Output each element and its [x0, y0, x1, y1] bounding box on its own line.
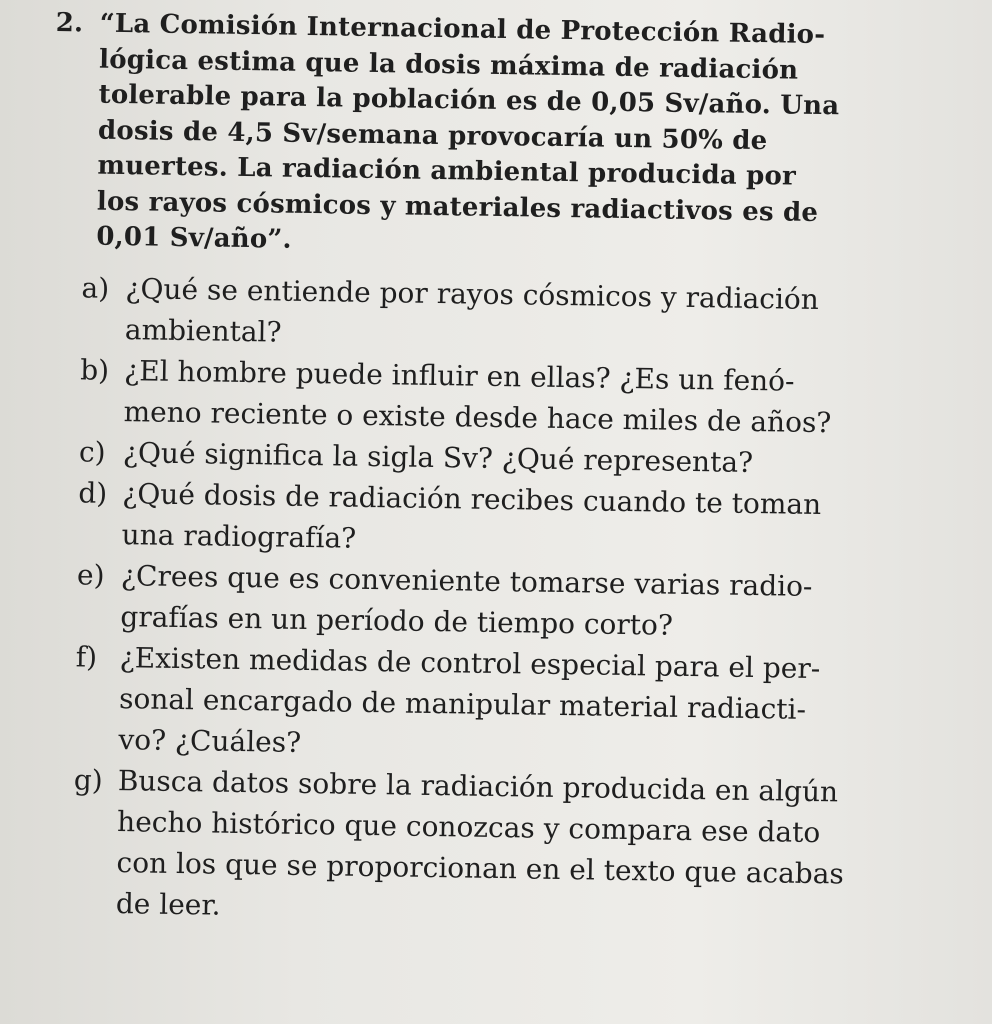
question-a	[51, 266, 952, 362]
question-line: ¿Qué dosis de radiación recibes cuando te toman	[122, 476, 822, 521]
question-line: ¿Qué significa la sigla Sv? ¿Qué representa?	[122, 435, 754, 479]
question-g	[42, 758, 944, 936]
question-line: meno reciente o existe desde hace miles de años?	[123, 394, 832, 439]
question-line: ¿Crees que es conveniente tomarse varias radio-	[120, 558, 813, 603]
problem-line: los rayos cósmicos y materiales radiactivos es de	[96, 186, 819, 228]
question-letter: g)	[73, 762, 103, 797]
question-line: ¿Qué se entiende por rayos cósmicos y radiación	[125, 271, 820, 316]
question-letter: a)	[81, 270, 110, 305]
problem-line: muertes. La radiación ambiental producida por	[97, 150, 797, 192]
question-line: con los que se proporcionan en el texto que acabas	[116, 845, 845, 890]
question-line: vo? ¿Cuáles?	[118, 722, 302, 759]
problem-line: “La Comisión Internacional de Protección Radio-	[99, 8, 826, 51]
problem-number: 2.	[55, 7, 84, 39]
exercise-text	[42, 6, 956, 937]
question-b	[49, 348, 950, 444]
question-letter: e)	[76, 557, 105, 592]
question-letter: b)	[80, 352, 110, 387]
question-line: sonal encargado de manipular material radiacti-	[118, 681, 807, 726]
question-e	[46, 553, 947, 649]
problem-line: tolerable para la población es de 0,05 Sv/año. Una	[98, 79, 840, 122]
question-line: Busca datos sobre la radiación producida en algún	[117, 763, 839, 808]
question-letter: d)	[78, 475, 108, 510]
problem-statement	[52, 6, 956, 269]
question-line: grafías en un período de tiempo corto?	[120, 599, 674, 642]
problem-line: dosis de 4,5 Sv/semana provocaría un 50% de	[97, 115, 768, 156]
question-line: ¿Existen medidas de control especial para el per-	[119, 640, 821, 685]
question-line: hecho histórico que conozcas y compara ese dato	[116, 804, 821, 849]
problem-line: lógica estima que la dosis máxima de radiación	[98, 44, 799, 86]
question-line: una radiografía?	[121, 517, 357, 555]
question-line: de leer.	[115, 886, 221, 922]
question-d	[47, 471, 948, 567]
question-line: ambiental?	[124, 312, 282, 349]
question-line: ¿El hombre puede influir en ellas? ¿Es un fenó-	[124, 353, 795, 398]
problem-line: 0,01 Sv/año”.	[96, 221, 293, 255]
question-f	[44, 635, 946, 772]
question-letter: c)	[78, 434, 106, 469]
question-letter: f)	[75, 639, 98, 674]
question-list	[42, 266, 952, 936]
